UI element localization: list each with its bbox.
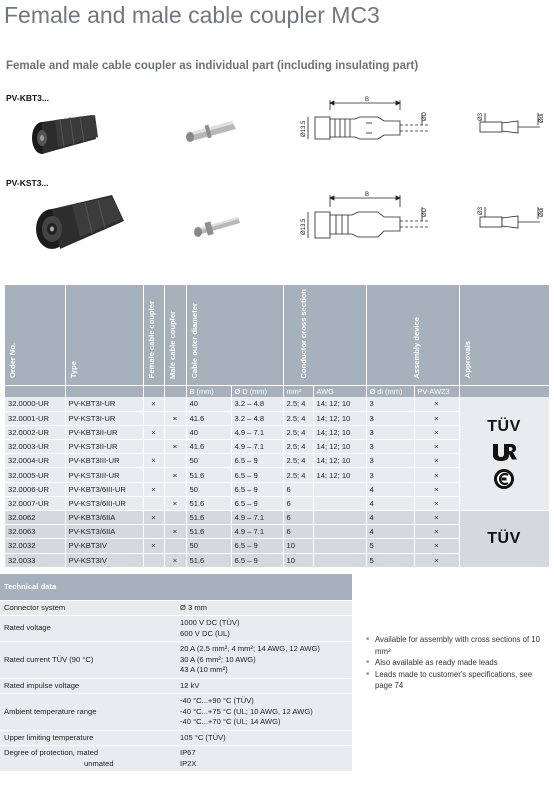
cell-mm2-value: 2.5; 4 xyxy=(283,468,313,482)
cell-awg-value: 14; 12; 10 xyxy=(313,425,366,439)
cell-male-mark xyxy=(164,539,186,553)
cell-female-mark: × xyxy=(143,539,164,553)
cell-mm2-value: 10 xyxy=(283,553,313,567)
cell-male-mark xyxy=(164,511,186,525)
cell-tool-mark: × xyxy=(414,440,459,454)
cell-female-mark xyxy=(143,525,164,539)
cell-type: PV-KBT3III-UR xyxy=(65,454,143,468)
cell-type: PV-KST3III-UR xyxy=(65,468,143,482)
cell-awg-value: 14; 12; 10 xyxy=(313,397,366,411)
cell-male-mark: × xyxy=(164,525,186,539)
cell-female-mark xyxy=(143,496,164,510)
cell-male-mark: × xyxy=(164,411,186,425)
cell-type: PV-KBT3I-UR xyxy=(65,397,143,411)
note-item: ■ Also available as ready made leads xyxy=(366,657,551,669)
cell-female-mark: × xyxy=(143,482,164,496)
order-table xyxy=(5,285,550,568)
header-cable-diameter: Cable outer diameter xyxy=(186,285,283,385)
cell-di-value: 3 xyxy=(366,468,414,482)
cell-b-value: 50 xyxy=(186,539,231,553)
cell-order-no: 32.0032 xyxy=(5,539,65,553)
cell-order-no: 32.0004-UR xyxy=(5,454,65,468)
cell-awg-value xyxy=(313,525,366,539)
table-row xyxy=(5,511,549,525)
cell-order-no: 32.0005-UR xyxy=(5,468,65,482)
subheader-mm2: mm² xyxy=(283,385,313,397)
tech-key: Upper limiting temperature xyxy=(0,730,176,746)
header-assembly-device: Assembly device xyxy=(366,285,459,385)
cell-b-value: 40 xyxy=(186,397,231,411)
cell-di-value: 4 xyxy=(366,496,414,510)
cell-type: PV-KST3II-UR xyxy=(65,440,143,454)
subheader-tool: PV-AWZ3 xyxy=(414,385,459,397)
tech-key: Rated impulse voltage xyxy=(0,678,176,694)
cell-b-value: 51.6 xyxy=(186,511,231,525)
product-label-kst3: PV-KST3... xyxy=(6,178,49,188)
tech-key: Degree of protection, mated unmated xyxy=(0,746,176,772)
tech-value: 20 A (2.5 mm², 4 mm²; 14 AWG, 12 AWG) 30 A (6 mm²; 10 AWG) 43 A (10 mm²) xyxy=(176,642,352,679)
cell-male-mark: × xyxy=(164,440,186,454)
female-coupler-photo xyxy=(32,115,98,154)
subheader-awg: AWG xyxy=(313,385,366,397)
tech-key: Connector system xyxy=(0,600,176,616)
tech-key: Rated voltage xyxy=(0,616,176,642)
cell-mm2-value: 6 xyxy=(283,511,313,525)
cell-order-no: 32.0007-UR xyxy=(5,496,65,510)
cell-mm2-value: 2.5; 4 xyxy=(283,397,313,411)
cell-b-value: 50 xyxy=(186,482,231,496)
tech-row xyxy=(0,678,352,694)
cell-di-value: 3 xyxy=(366,440,414,454)
cell-tool-mark: × xyxy=(414,411,459,425)
cell-od-value: 6.5 – 9 xyxy=(231,496,283,510)
tech-row xyxy=(0,746,352,772)
cell-male-mark xyxy=(164,454,186,468)
cell-od-value: 6.5 – 9 xyxy=(231,553,283,567)
cell-od-value: 6.5 – 9 xyxy=(231,482,283,496)
header-male: Male cable coupler xyxy=(164,285,186,385)
tech-value: 105 °C (TÜV) xyxy=(176,730,352,746)
cell-awg-value xyxy=(313,511,366,525)
cell-order-no: 32.0063 xyxy=(5,525,65,539)
cell-type: PV-KST3IV xyxy=(65,553,143,567)
cell-female-mark xyxy=(143,553,164,567)
cell-male-mark xyxy=(164,482,186,496)
dim-b-label: B xyxy=(365,192,370,198)
cell-di-value: 5 xyxy=(366,539,414,553)
tech-row xyxy=(0,694,352,731)
cell-order-no: 32.0000-UR xyxy=(5,397,65,411)
cell-awg-value xyxy=(313,496,366,510)
cell-b-value: 51.6 xyxy=(186,496,231,510)
cell-mm2-value: 6 xyxy=(283,482,313,496)
header-order-no: Order No. xyxy=(5,285,65,385)
cell-type: PV-KST3I-UR xyxy=(65,411,143,425)
tuv-mark: TÜV xyxy=(487,529,521,547)
cell-tool-mark: × xyxy=(414,525,459,539)
product-label-kbt3: PV-KBT3... xyxy=(6,93,49,103)
technical-data-heading: Technical data xyxy=(0,574,352,600)
cell-od-value: 6.5 – 9 xyxy=(231,454,283,468)
cell-od-value: 4.9 – 7.1 xyxy=(231,440,283,454)
tech-value: IP67 IP2X xyxy=(176,746,352,772)
cell-b-value: 51.6 xyxy=(186,525,231,539)
subheader-di: Ø di (mm) xyxy=(366,385,414,397)
cell-awg-value: 14; 12; 10 xyxy=(313,454,366,468)
cell-order-no: 32.0002-UR xyxy=(5,425,65,439)
cell-mm2-value: 2.5; 4 xyxy=(283,411,313,425)
subheader-b: B (mm) xyxy=(186,385,231,397)
cell-mm2-value: 6 xyxy=(283,496,313,510)
tech-key: Rated current TÜV (90 °C) xyxy=(0,642,176,679)
dim-d4-label: Ødi xyxy=(539,207,545,217)
tuv-mark: TÜV xyxy=(487,417,521,435)
tech-row xyxy=(0,616,352,642)
cell-order-no: 32.0001-UR xyxy=(5,411,65,425)
tech-row xyxy=(0,730,352,746)
dim-d4-label: Ødi xyxy=(539,113,545,123)
cell-tool-mark: × xyxy=(414,496,459,510)
cell-od-value: 4.9 – 7.1 xyxy=(231,425,283,439)
cell-type: PV-KBT3/6III-UR xyxy=(65,482,143,496)
approvals-group-2 xyxy=(459,511,549,568)
cell-female-mark: × xyxy=(143,454,164,468)
cell-od-value: 6.5 – 9 xyxy=(231,468,283,482)
cell-tool-mark: × xyxy=(414,539,459,553)
product-row-kst3 xyxy=(0,185,554,270)
cell-b-value: 41.6 xyxy=(186,411,231,425)
tech-key: Ambient temperature range xyxy=(0,694,176,731)
dim-b-label: B xyxy=(365,97,370,103)
dim-d1-label: Ø13.5 xyxy=(301,218,307,235)
header-approvals: Approvals xyxy=(459,285,549,385)
csa-icon xyxy=(493,468,515,490)
note-item: ■ Available for assembly with cross sections of 10 mm² xyxy=(366,634,551,657)
cell-female-mark: × xyxy=(143,511,164,525)
cell-di-value: 5 xyxy=(366,553,414,567)
cell-b-value: 40 xyxy=(186,425,231,439)
cell-b-value: 50 xyxy=(186,454,231,468)
cell-od-value: 3.2 – 4.8 xyxy=(231,411,283,425)
header-type: Type xyxy=(65,285,143,385)
cell-female-mark xyxy=(143,440,164,454)
cell-di-value: 3 xyxy=(366,425,414,439)
cell-tool-mark: × xyxy=(414,511,459,525)
tech-value: 12 kV xyxy=(176,678,352,694)
cell-b-value: 41.6 xyxy=(186,440,231,454)
cell-order-no: 32.0006-UR xyxy=(5,482,65,496)
dim-d3-label: Ø3 xyxy=(478,112,484,121)
notes-list xyxy=(366,634,551,692)
cell-b-value: 51.6 xyxy=(186,468,231,482)
cell-awg-value xyxy=(313,553,366,567)
cell-mm2-value: 2.5; 4 xyxy=(283,454,313,468)
cell-di-value: 4 xyxy=(366,482,414,496)
cell-di-value: 3 xyxy=(366,397,414,411)
cell-tool-mark: × xyxy=(414,482,459,496)
page-subtitle: Female and male cable coupler as individual part (including insulating part) xyxy=(6,60,419,72)
dim-d2-label: ØD xyxy=(422,112,428,121)
cell-tool-mark: × xyxy=(414,425,459,439)
female-contact-photo xyxy=(186,121,236,142)
cell-male-mark: × xyxy=(164,496,186,510)
cell-di-value: 3 xyxy=(366,454,414,468)
note-item: ■ Leads made to customer's specifications, see page 74 xyxy=(366,669,551,692)
cell-awg-value: 14; 12; 10 xyxy=(313,411,366,425)
cell-female-mark xyxy=(143,468,164,482)
subheader-od: Ø D (mm) xyxy=(231,385,283,397)
approvals-group-1 xyxy=(459,397,549,511)
tech-row xyxy=(0,600,352,616)
cell-mm2-value: 6 xyxy=(283,525,313,539)
cell-male-mark: × xyxy=(164,553,186,567)
cell-di-value: 4 xyxy=(366,525,414,539)
cell-order-no: 32.0003-UR xyxy=(5,440,65,454)
tech-value: 1000 V DC (TÜV) 600 V DC (UL) xyxy=(176,616,352,642)
header-female: Female cable coupler xyxy=(143,285,164,385)
technical-data-table xyxy=(0,574,352,772)
dim-d1-label: Ø13.5 xyxy=(301,120,307,137)
cell-awg-value: 14; 12; 10 xyxy=(313,468,366,482)
cell-awg-value xyxy=(313,539,366,553)
male-coupler-photo xyxy=(36,195,124,249)
cell-type: PV-KBT3/6IIA xyxy=(65,511,143,525)
tech-value: -40 °C...+90 °C (TÜV) -40 °C...+75 °C (UL; 10 AWG, 12 AWG) -40 °C...+70 °C (UL; 14 AWG) xyxy=(176,694,352,731)
header-cross-section: Conductor cross section xyxy=(283,285,366,385)
cell-male-mark xyxy=(164,397,186,411)
tech-row xyxy=(0,642,352,679)
cell-female-mark xyxy=(143,411,164,425)
dim-d3-label: Ø3 xyxy=(478,206,484,215)
product-row-kbt3 xyxy=(0,95,554,175)
cell-order-no: 32.0062 xyxy=(5,511,65,525)
cell-male-mark: × xyxy=(164,468,186,482)
cell-type: PV-KST3/6III-UR xyxy=(65,496,143,510)
cell-awg-value xyxy=(313,482,366,496)
cell-di-value: 4 xyxy=(366,511,414,525)
cell-tool-mark: × xyxy=(414,553,459,567)
cell-male-mark xyxy=(164,425,186,439)
tech-value: Ø 3 mm xyxy=(176,600,352,616)
cell-awg-value: 14; 12; 10 xyxy=(313,440,366,454)
cell-od-value: 3.2 – 4.8 xyxy=(231,397,283,411)
cell-female-mark: × xyxy=(143,397,164,411)
cell-od-value: 6.5 – 9 xyxy=(231,539,283,553)
cell-tool-mark: × xyxy=(414,468,459,482)
cell-female-mark: × xyxy=(143,425,164,439)
table-row xyxy=(5,397,549,411)
cell-mm2-value: 2.5; 4 xyxy=(283,440,313,454)
cell-od-value: 4.9 – 7.1 xyxy=(231,525,283,539)
dim-d2-label: ØD xyxy=(422,208,428,217)
cell-tool-mark: × xyxy=(414,397,459,411)
cell-di-value: 3 xyxy=(366,411,414,425)
cell-type: PV-KST3/6IIA xyxy=(65,525,143,539)
cell-mm2-value: 2.5; 4 xyxy=(283,425,313,439)
cell-type: PV-KBT3IV xyxy=(65,539,143,553)
cell-b-value: 51.6 xyxy=(186,553,231,567)
cell-tool-mark: × xyxy=(414,454,459,468)
cell-type: PV-KBT3II-UR xyxy=(65,425,143,439)
ur-recognized-icon xyxy=(491,442,517,462)
male-contact-photo xyxy=(194,217,240,237)
cell-mm2-value: 10 xyxy=(283,539,313,553)
cell-od-value: 4.9 – 7.1 xyxy=(231,511,283,525)
page-title: Female and male cable coupler MC3 xyxy=(4,2,380,28)
cell-order-no: 32.0033 xyxy=(5,553,65,567)
